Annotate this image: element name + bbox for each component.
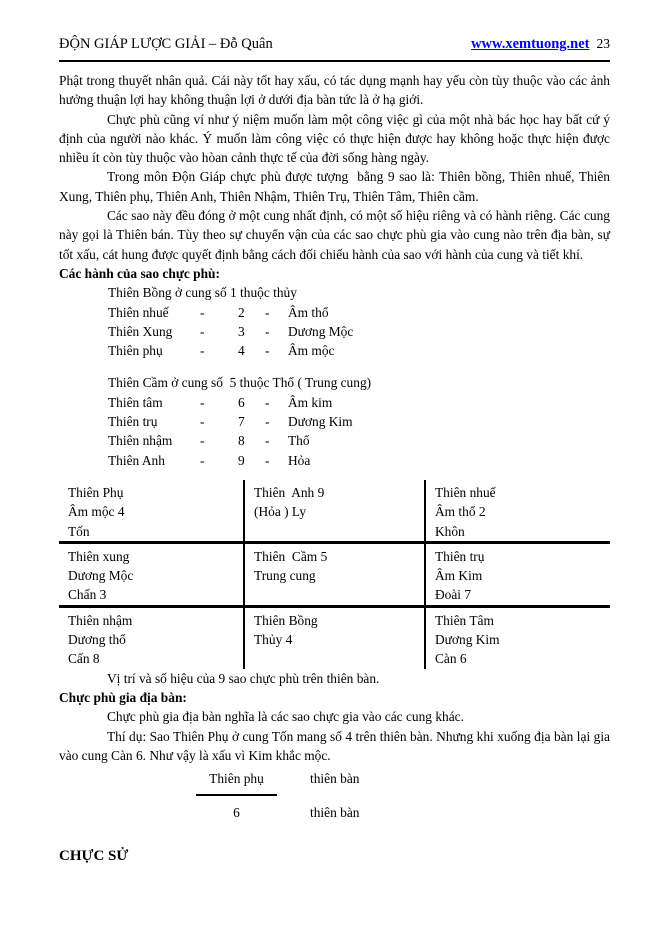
dash: - [265, 304, 270, 320]
list-item [108, 393, 610, 412]
list-item [108, 431, 610, 450]
table-row [59, 606, 610, 668]
dash: - [265, 414, 270, 430]
fraction-label-bottom: thiên bàn [310, 805, 360, 821]
star-name: Thiên Anh [108, 452, 165, 468]
star-name: Thiên trụ [108, 414, 158, 430]
table-cell: Thiên trụ Âm Kim Đoài 7 [425, 542, 610, 606]
list-intro-line: Thiên Cầm ở cung số 5 thuộc Thổ ( Trung cung) [108, 375, 372, 391]
table-caption: Vị trí và số hiệu của 9 sao chực phù trên thiên bàn. [107, 670, 380, 686]
table-cell: Thiên Phụ Âm mộc 4 Tốn [59, 480, 244, 542]
fraction-numerator-row [59, 769, 610, 796]
section-heading-gia-dia-ban: Chực phù gia địa bàn: [59, 689, 187, 705]
star-number: 8 [238, 433, 245, 449]
star-number: 4 [238, 343, 245, 359]
star-element: Dương Kim [288, 414, 353, 430]
star-element-list [108, 283, 610, 470]
page-header [59, 36, 610, 53]
dash: - [200, 394, 205, 410]
website-link[interactable]: www.xemtuong.net [471, 36, 590, 52]
star-element: Âm kim [288, 394, 333, 410]
document-title: ĐỘN GIÁP LƯỢC GIẢI – Đỗ Quân [59, 36, 273, 52]
star-name: Thiên nhuế [108, 304, 169, 320]
table-cell: Thiên Anh 9 (Hỏa ) Ly [244, 480, 425, 542]
star-number: 9 [238, 452, 245, 468]
table-cell: Thiên nhậm Dương thổ Cấn 8 [68, 612, 133, 667]
paragraph-3: Trong môn Độn Giáp chực phù được tượng bằng 9 sao là: Thiên bồng, Thiên nhuế, Thiên Xung, Thiên phụ, Thiên Anh, Thiên Nhậm, Thiên Trụ, Thiên Tâm, Thiên cầm. [59, 169, 614, 204]
paragraph-4: Các sao này đều đóng ở một cung nhất định, có một số hiệu riêng và có hành riêng. Các cung này gọi là Thiên bán. Tùy theo sự chuyển vận của các sao chực phù gia vào cung nào trên địa bàn, sự tốt xấu, cát hung được quyết định bằng cách đối chiếu hành của sao với hành của cung và tiết khí. [59, 208, 614, 262]
dash: - [265, 452, 270, 468]
list-intro-line: Thiên Bồng ở cung số 1 thuộc thủy [108, 285, 297, 301]
star-name: Thiên tâm [108, 394, 163, 410]
fraction-denominator: 6 [233, 805, 240, 821]
list-item [108, 341, 610, 360]
header-right [471, 36, 610, 53]
table-row [59, 542, 610, 606]
paragraph-1: Phật trong thuyết nhân quả. Cái này tốt hay xấu, có tác dụng mạnh hay yếu còn tùy thuộc vào các ảnh hưởng thuận lợi hay không thuận lợi ở dưới địa bàn tức là ở hạ giới. [59, 73, 614, 108]
fraction-numerator: Thiên phụ [196, 769, 277, 796]
star-number: 7 [238, 414, 245, 430]
star-element: Thổ [288, 433, 310, 449]
gia-dia-ban-paragraph-2: Thí dụ: Sao Thiên Phụ ở cung Tốn mang số 4 trên thiên bàn. Nhưng khi xuống địa bàn lại gia vào cung Càn 6. Như vậy là xấu vì Kim khắc mộc. [59, 728, 614, 763]
thien-ban-table [59, 480, 610, 669]
next-section-heading: CHỰC SỬ [59, 847, 129, 864]
table-cell: Thiên Bồng Thủy 4 [244, 606, 425, 668]
star-element: Dương Mộc [288, 323, 354, 339]
dash: - [200, 414, 205, 430]
table-cell: Thiên nhuế Âm thổ 2 Khôn [425, 480, 610, 542]
star-number: 3 [238, 323, 245, 339]
list-item [108, 303, 610, 322]
star-element: Hỏa [288, 452, 311, 468]
paragraph-2: Chực phù cũng ví như ý niệm muốn làm một công việc gì của một nhà bác học hay bất cứ ý định của người nào khác. Ý muốn làm công việc có thực hiện được hay không hoặc thực hiện được nhiều ít còn tùy thuộc vào hòan cảnh thực tế của đời sống hàng ngày. [59, 111, 614, 166]
dash: - [200, 323, 205, 339]
dash: - [200, 304, 205, 320]
star-number: 6 [238, 394, 245, 410]
dash: - [200, 452, 205, 468]
dash: - [265, 343, 270, 359]
dash: - [265, 433, 270, 449]
dash: - [265, 394, 270, 410]
star-number: 2 [238, 304, 245, 320]
list-item [108, 451, 610, 470]
example-fraction [59, 769, 610, 823]
document-body [59, 71, 614, 866]
page-number: 23 [596, 36, 610, 51]
star-name: Thiên phụ [108, 343, 163, 359]
fraction-denominator-row [59, 803, 610, 822]
dash: - [200, 433, 205, 449]
star-name: Thiên nhậm [108, 433, 173, 449]
dash: - [265, 323, 270, 339]
star-element: Âm thổ [288, 304, 329, 320]
gia-dia-ban-paragraph-1: Chực phù gia địa bàn nghĩa là các sao chực gia vào các cung khác. [107, 709, 464, 725]
list-item [108, 322, 610, 341]
header-divider [59, 60, 610, 62]
fraction-label-top: thiên bàn [310, 771, 360, 787]
star-element: Âm mộc [288, 343, 335, 359]
star-name: Thiên Xung [108, 323, 173, 339]
dash: - [200, 343, 205, 359]
section-heading-hanh: Các hành của sao chực phù: [59, 265, 220, 281]
table-row [59, 480, 610, 542]
list-item [108, 412, 610, 431]
table-cell: Thiên Tâm Dương Kim Càn 6 [425, 606, 610, 668]
table-cell: Thiên Cầm 5 Trung cung [244, 542, 425, 606]
table-cell: Thiên xung Dương Mộc Chấn 3 [59, 542, 244, 606]
